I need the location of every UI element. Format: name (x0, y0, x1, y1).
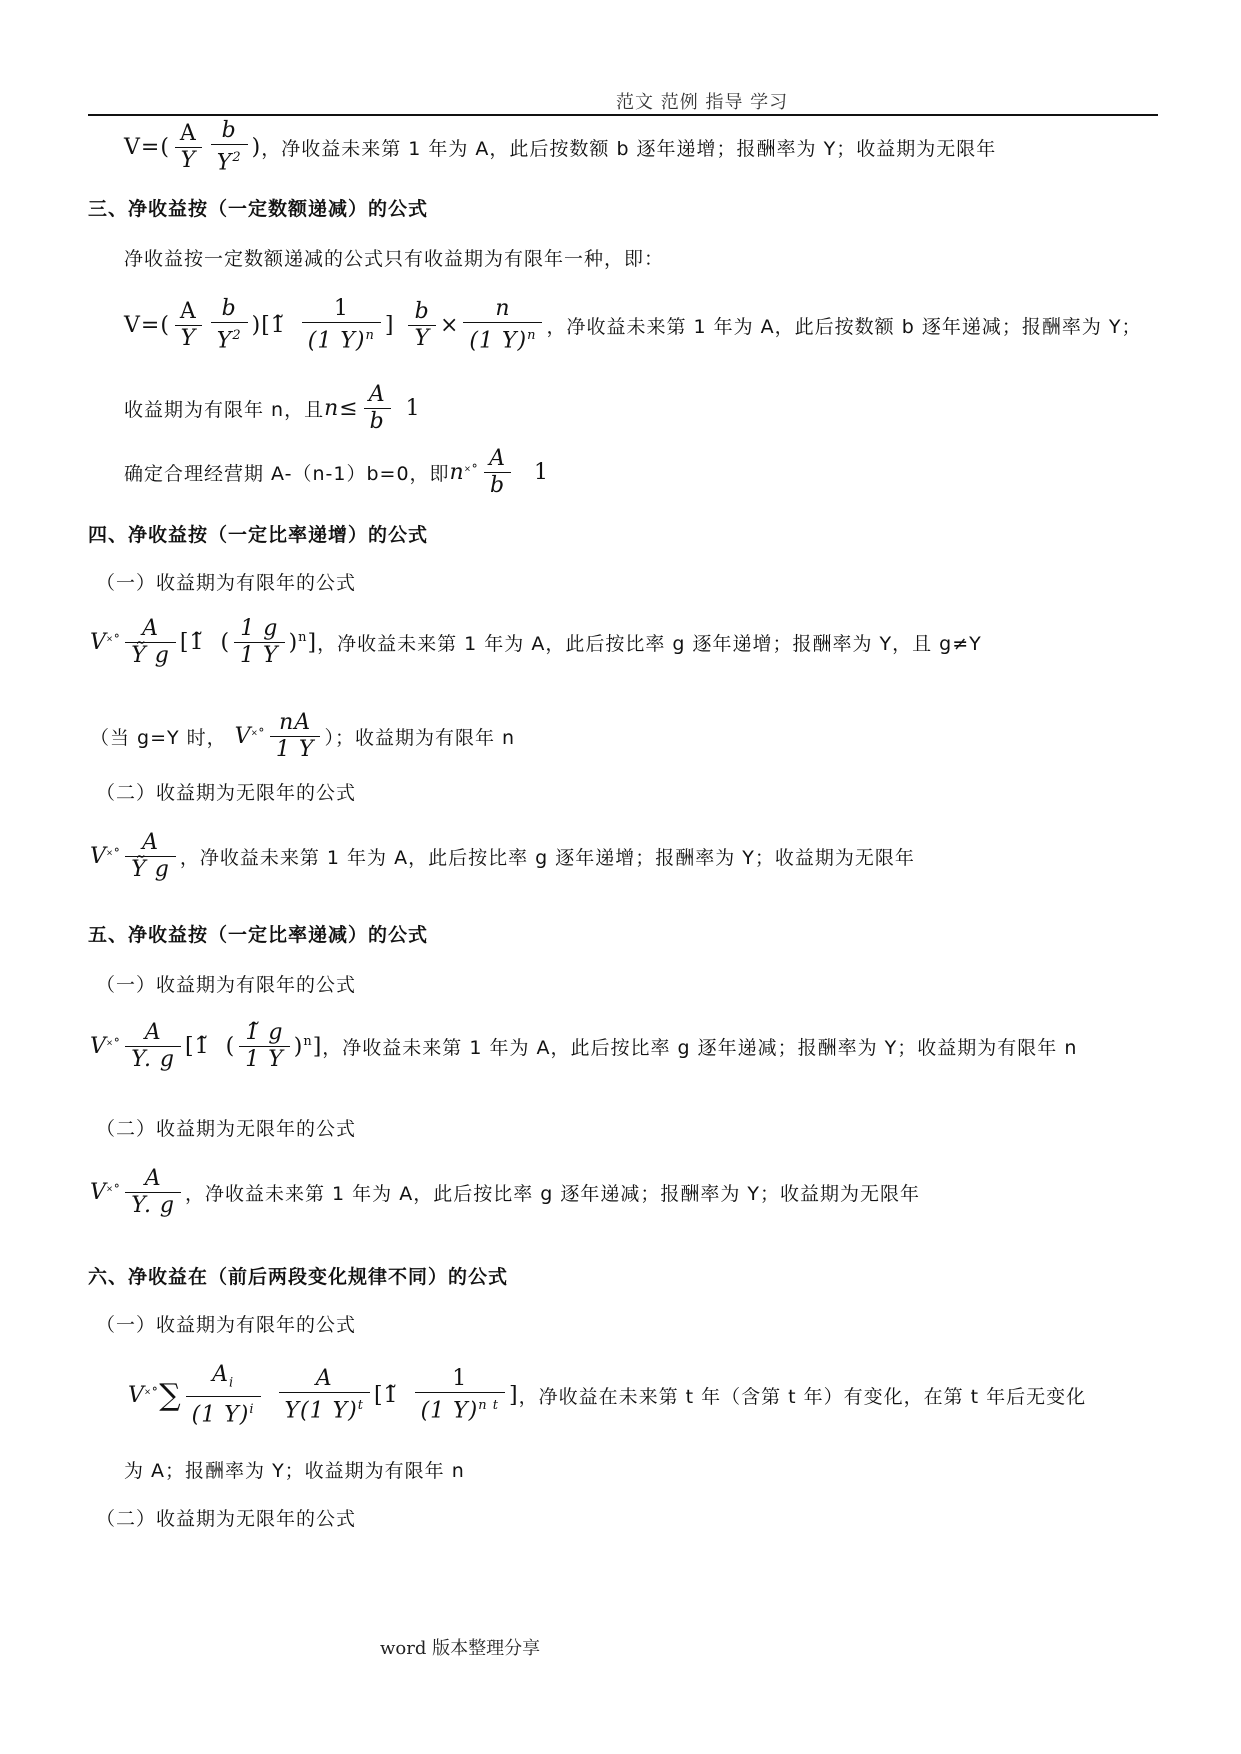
fraction-a-over-y-minus-g: $\frac{A}{\text{Ỹ g}}$ (125, 830, 176, 883)
formula-special-case: （当 g=Y 时， V ˟˚ $\frac{nA}{1 Y}$ ）；收益期为有限年 n (90, 710, 516, 762)
formula-description: ，净收益在未来第 t 年（含第 t 年）有变化，在第 t 年后无变化 (518, 1385, 1087, 1408)
fraction-decline: $\frac{1̃ g}{1 Y}$ (239, 1020, 290, 1073)
fraction-b-over-y: $\frac{b}{Y}$ (408, 299, 436, 352)
formula-rate-increasing-infinite: V ˟˚ $\frac{A}{\text{Ỹ g}}$ ，净收益未来第 1 年为 A，此后按比率 g 逐年递增；报酬率为 Y；收益期为无限年 (90, 830, 915, 882)
section-6-sub-1: （一）收益期为有限年的公式 (96, 1314, 357, 1336)
fraction-a-over-y-minus-g: $\frac{A}{\text{Ỹ g}}$ (125, 616, 176, 669)
formula-two-stage-continuation: 为 A；报酬率为 Y；收益期为有限年 n (124, 1460, 465, 1482)
operating-period: 确定合理经营期 A-（n-1）b=0，即 n ˟˚ $\frac{A}{b}$ 1 (124, 446, 549, 498)
section-5-heading: 五、净收益按（一定比率递减）的公式 (88, 924, 429, 946)
formula-decreasing-finite: V=( $\frac{A}{Y}$ $\frac{b}{Y^2}$ )[1̃ $\frac{1}{(1 Y)^n}$ ] $\frac{b}{Y}$ × $\frac{n}{(1 Y)^n}$ ，净收益未来第 1 年为 A，此后按数额 b 逐年递减；报酬率为 Y； (124, 296, 1142, 354)
formula-description: ，净收益未来第 1 年为 A，此后按数额 b 逐年递减；报酬率为 Y； (546, 315, 1142, 338)
header-rule (88, 114, 1158, 116)
page-footer: word 版本整理分享 (380, 1638, 541, 1659)
formula-lhs: V=( (124, 134, 170, 160)
formula-description: ，净收益未来第 1 年为 A，此后按数额 b 逐年递增；报酬率为 Y；收益期为无限年 (261, 137, 997, 160)
formula-description: ，净收益未来第 1 年为 A，此后按比率 g 逐年递减；报酬率为 Y；收益期为无限年 (185, 1183, 921, 1205)
fraction-a-over-y: $\frac{A}{Y}$ (174, 121, 203, 174)
section-5-sub-1: （一）收益期为有限年的公式 (96, 974, 357, 996)
formula-rate-increasing-finite: V ˟˚ $\frac{A}{\text{Ỹ g}}$ [1̃ ( $\frac{1 g}{1 Y}$ )$^n$] ，净收益未来第 1 年为 A，此后按比率 g 逐年递增；报酬率为 Y，且 g≠Y (90, 616, 982, 668)
formula-rate-decreasing-finite: V ˟˚ $\frac{A}{Y. g}$ [1̃ ( $\frac{1̃ g}{1 Y}$ )$^n$] ，净收益未来第 1 年为 A，此后按比率 g 逐年递减；报酬率为 Y；收益期为有限年 n (90, 1020, 1078, 1072)
formula-two-stage-finite: V ˟˚ ∑ $\frac{A_i}{(1 Y)^i}$ $\frac{A}{Y(1 Y)^t}$ [1̃ $\frac{1}{(1 Y)^{n t}}$ ] ，净收益在未来第 t 年（含第 t 年）有变化，在第 t 年后无变化 (128, 1362, 1087, 1428)
section-4-sub-1: （一）收益期为有限年的公式 (96, 572, 357, 594)
formula-description: ，净收益未来第 1 年为 A，此后按比率 g 逐年递增；报酬率为 Y，且 g≠Y (317, 633, 982, 655)
section-3-intro: 净收益按一定数额递减的公式只有收益期为有限年一种，即： (124, 248, 665, 270)
fraction-a-over-y-discount: $\frac{A}{Y(1 Y)^t}$ (279, 1366, 370, 1424)
section-4-sub-2: （二）收益期为无限年的公式 (96, 782, 357, 804)
fraction-a-over-b: $\frac{A}{b}$ (483, 446, 512, 499)
fraction-remaining-discount: $\frac{1}{(1 Y)^{n t}}$ (415, 1366, 505, 1424)
fraction-na-over-1-plus-y: $\frac{nA}{1 Y}$ (270, 710, 321, 763)
fraction-b-over-y2: $\frac{b}{Y^2}$ (211, 118, 248, 176)
section-6-sub-2: （二）收益期为无限年的公式 (96, 1508, 357, 1530)
period-condition: 收益期为有限年 n，且 n ≤ $\frac{A}{b}$ 1 (124, 382, 421, 434)
fraction-b-over-y2: $\frac{b}{Y^2}$ (211, 296, 248, 354)
section-4-heading: 四、净收益按（一定比率递增）的公式 (88, 524, 429, 546)
fraction-growth: $\frac{1 g}{1 Y}$ (234, 616, 285, 669)
fraction-discount: $\frac{1}{(1 Y)^n}$ (302, 296, 381, 354)
fraction-a-over-b: $\frac{A}{b}$ (363, 382, 392, 435)
formula-increasing-infinite: V=( $\frac{A}{Y}$ $\frac{b}{Y^2}$ ) ，净收益未来第 1 年为 A，此后按数额 b 逐年递增；报酬率为 Y；收益期为无限年 (124, 118, 997, 176)
fraction-n-over-discount: $\frac{n}{(1 Y)^n}$ (463, 296, 542, 354)
fraction-ai-over-discount: $\frac{A_i}{(1 Y)^i}$ (186, 1362, 261, 1429)
section-6-heading: 六、净收益在（前后两段变化规律不同）的公式 (88, 1266, 509, 1288)
fraction-a-over-y-plus-g: $\frac{A}{Y. g}$ (125, 1020, 181, 1073)
page-header: 范文 范例 指导 学习 (616, 92, 789, 113)
fraction-a-over-y: $\frac{A}{Y}$ (174, 299, 203, 352)
fraction-a-over-y-plus-g: $\frac{A}{Y. g}$ (125, 1166, 181, 1219)
formula-rate-decreasing-infinite: V ˟˚ $\frac{A}{Y. g}$ ，净收益未来第 1 年为 A，此后按比率 g 逐年递减；报酬率为 Y；收益期为无限年 (90, 1166, 921, 1218)
section-5-sub-2: （二）收益期为无限年的公式 (96, 1118, 357, 1140)
section-3-heading: 三、净收益按（一定数额递减）的公式 (88, 198, 429, 220)
formula-description: ，净收益未来第 1 年为 A，此后按比率 g 逐年递减；报酬率为 Y；收益期为有限年 n (322, 1037, 1078, 1059)
formula-description: ，净收益未来第 1 年为 A，此后按比率 g 逐年递增；报酬率为 Y；收益期为无限年 (179, 847, 915, 869)
summation-sign: ∑ (159, 1377, 182, 1413)
